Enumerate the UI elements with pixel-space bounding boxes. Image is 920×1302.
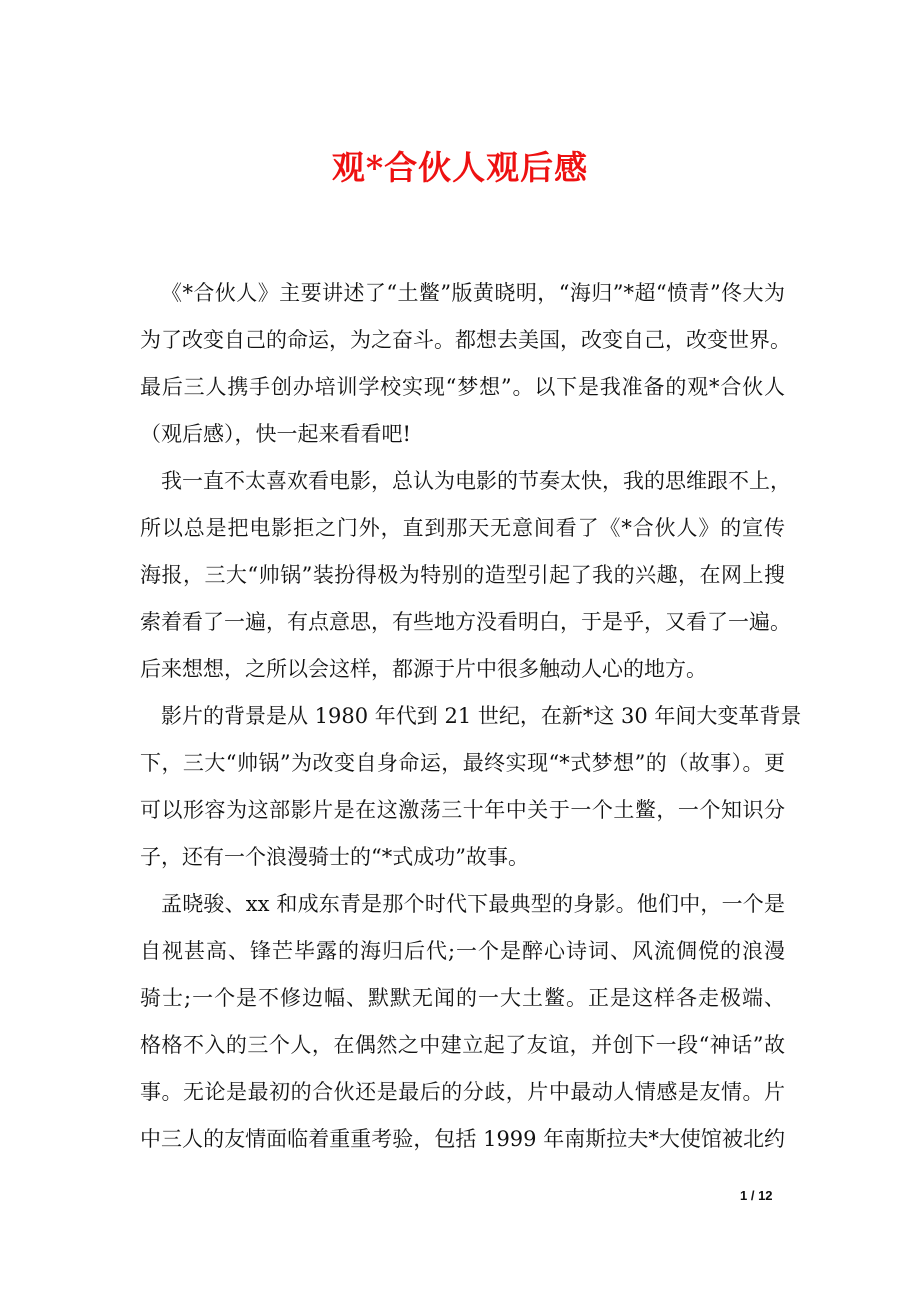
text-line: 所以总是把电影拒之门外，直到那天无意间看了《*合伙人》的宣传 <box>140 516 785 540</box>
text-line: 事。无论是最初的合伙还是最后的分歧，片中最动人情感是友情。片 <box>140 1080 785 1104</box>
text-line: 中三人的友情面临着重重考验，包括 1999 年南斯拉夫*大使馆被北约 <box>140 1127 785 1151</box>
text-line: 孟晓骏、xx 和成东青是那个时代下最典型的身影。他们中，一个是 <box>161 892 785 916</box>
text-line: 为了改变自己的命运，为之奋斗。都想去美国，改变自己，改变世界。 <box>140 328 791 352</box>
document-body <box>140 270 802 1163</box>
page-indicator: 1 / 12 <box>740 1188 773 1203</box>
text-line: 海报，三大“帅锅”装扮得极为特别的造型引起了我的兴趣，在网上搜 <box>140 563 785 587</box>
text-line: 后来想想，之所以会这样，都源于片中很多触动人心的地方。 <box>140 657 707 681</box>
text-line: 影片的背景是从 1980 年代到 21 世纪，在新*这 30 年间大变革背景 <box>161 704 802 728</box>
text-line: （观后感），快一起来看看吧! <box>140 422 411 446</box>
text-line: 子，还有一个浪漫骑士的“*式成功”故事。 <box>140 845 529 869</box>
document-title: 观*合伙人观后感 <box>331 148 589 187</box>
text-line: 《*合伙人》主要讲述了“土鳖”版黄晓明，“海归”*超“愤青”佟大为 <box>161 281 785 305</box>
text-line: 格格不入的三个人，在偶然之中建立起了友谊，并创下一段“神话”故 <box>140 1033 785 1057</box>
text-line: 自视甚高、锋芒毕露的海归后代;一个是醉心诗词、风流倜傥的浪漫 <box>140 939 785 963</box>
text-line: 索着看了一遍，有点意思，有些地方没看明白，于是乎，又看了一遍。 <box>140 610 791 634</box>
text-line: 骑士;一个是不修边幅、默默无闻的一大土鳖。正是这样各走极端、 <box>140 986 785 1010</box>
text-line: 最后三人携手创办培训学校实现“梦想”。以下是我准备的观*合伙人 <box>140 375 785 399</box>
text-line: 下，三大“帅锅”为改变自身命运，最终实现“*式梦想”的（故事）。更 <box>140 751 785 775</box>
text-line: 可以形容为这部影片是在这激荡三十年中关于一个土鳖，一个知识分 <box>140 798 785 822</box>
text-line: 我一直不太喜欢看电影，总认为电影的节奏太快，我的思维跟不上， <box>161 469 791 493</box>
